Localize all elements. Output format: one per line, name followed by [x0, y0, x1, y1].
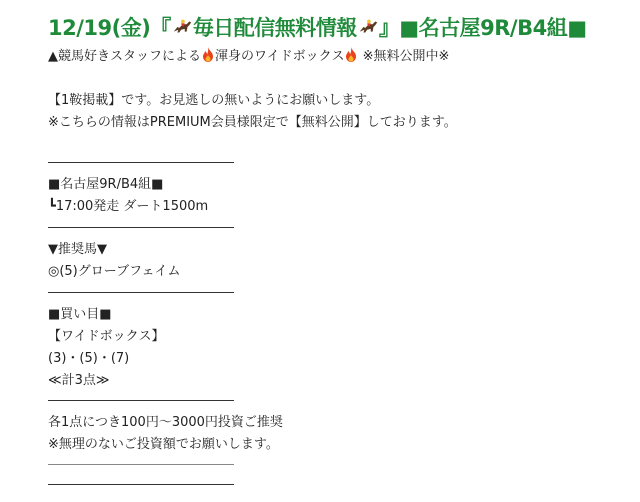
fire-icon [345, 47, 357, 62]
fire-icon [202, 47, 214, 62]
intro-line [48, 47, 449, 66]
recommend-heading: ▼推奨馬▼ [48, 242, 107, 257]
bet-combo: (3)・(5)・(7) [48, 351, 130, 366]
recommend-horse: ◎(5)グローブフェイム [48, 264, 181, 279]
intro-text-b: 渾身のワイドボックス [215, 49, 345, 64]
divider [48, 484, 234, 485]
horse-racing-icon [357, 16, 379, 38]
divider [48, 400, 234, 401]
notice-line-2: ※こちらの情報はPREMIUM会員様限定で【無料公開】しております。 [48, 115, 457, 130]
notice-line-1: 【1鞍掲載】です。お見逃しの無いようにお願いします。 [48, 93, 380, 108]
intro-text-a: ▲競馬好きスタッフによる [48, 49, 201, 64]
title-main: 毎日配信無料情報 [192, 16, 357, 40]
divider [48, 292, 234, 293]
page-title [48, 14, 587, 42]
advice-line-2: ※無理のないご投資額でお願いします。 [48, 437, 279, 452]
horse-racing-icon [171, 16, 193, 38]
divider [48, 227, 234, 228]
free-notice: ※無料公開中※ [362, 49, 450, 64]
bet-heading: ■買い目■ [48, 307, 112, 322]
title-date: 12/19(金)『 [48, 16, 171, 40]
divider [48, 464, 234, 465]
bet-type: 【ワイドボックス】 [48, 329, 165, 344]
title-race: 』■名古屋9R/B4組■ [378, 16, 587, 40]
race-heading: ■名古屋9R/B4組■ [48, 177, 164, 192]
divider [48, 162, 234, 163]
advice-line-1: 各1点につき100円〜3000円投資ご推奨 [48, 415, 283, 430]
race-detail: ┗17:00発走 ダート1500m [48, 199, 209, 214]
bet-total: ≪計3点≫ [48, 373, 110, 388]
